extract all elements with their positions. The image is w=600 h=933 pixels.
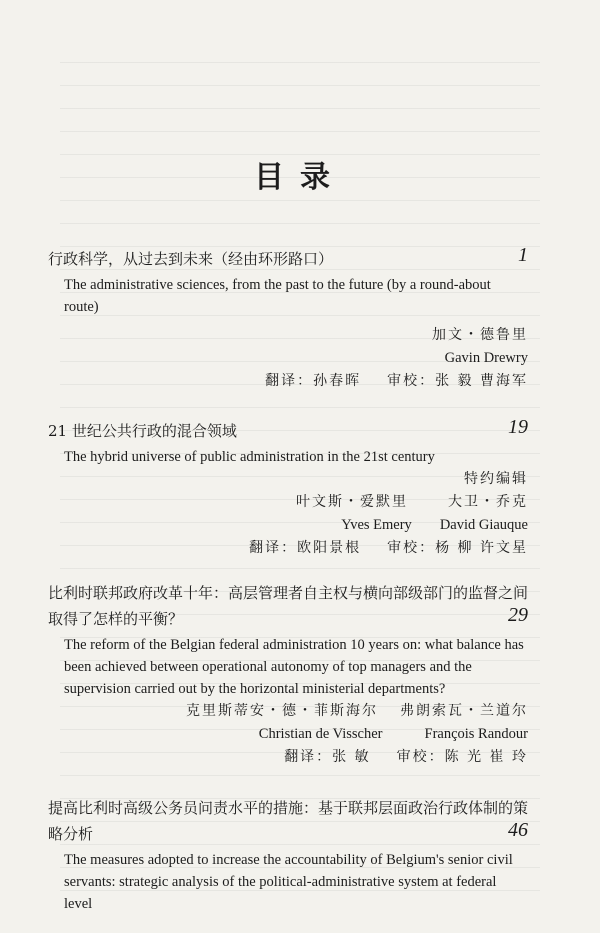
entry-1-reviewer: 审校：张 毅 曹海军	[387, 373, 528, 389]
entry-1-translator: 翻译：孙春晖	[265, 373, 362, 389]
entry-2-reviewer: 审校：杨 柳 许文星	[387, 540, 528, 556]
toc-entry-4[interactable]	[48, 795, 528, 915]
entry-3-translator: 翻译：张 敏	[284, 749, 371, 765]
entry-2-page-number: 19	[508, 416, 528, 438]
entry-4-page-number: 46	[508, 819, 528, 841]
toc-entry-1[interactable]	[48, 246, 528, 393]
entry-4-en-title: The measures adopted to increase the accountability of Belgium's senior civil servants: strategic analysis of the political-administrative system at federal level	[64, 852, 513, 912]
entry-1-author-en: Gavin Drewry	[444, 350, 528, 366]
entry-2-zh-title-text: 21 世纪公共行政的混合领域	[48, 422, 237, 440]
entry-3-author-en-2: François Randour	[424, 726, 528, 742]
entry-4-zh-title-line-1: 提高比利时高级公务员问责水平的措施：基于联邦层面政治行政体制的策	[48, 799, 529, 817]
entry-3-author-en-1: Christian de Visscher	[258, 726, 383, 742]
entry-2-translator-line	[48, 537, 528, 560]
entry-3-page-number: 29	[508, 604, 528, 626]
entry-2-author-zh-1: 叶文斯・爱默里	[296, 494, 408, 510]
entry-3-en-title: The reform of the Belgian federal administration 10 years on: what balance has been achieved between operational autonomy of top managers and the supervision carried out by the horizontal ministerial departments?	[64, 637, 524, 697]
entry-3-translator-line	[48, 746, 528, 769]
entry-1-author-zh: 加文・德鲁里	[432, 327, 528, 343]
entry-2-translator: 翻译：欧阳景根	[249, 540, 362, 556]
entry-2-author-en-1: Yves Emery	[341, 517, 412, 533]
entry-2-author-zh-2: 大卫・乔克	[448, 494, 528, 510]
entry-1-page-number: 1	[518, 244, 528, 266]
entry-2-zh-title	[48, 418, 528, 444]
entry-4-zh-title-line-2	[48, 821, 528, 847]
entry-3-zh-title-text: 取得了怎样的平衡？	[48, 610, 184, 628]
entry-3-author-zh-2: 弗朗索瓦・兰道尔	[400, 703, 528, 719]
entry-3-authors-en	[48, 723, 528, 746]
entry-3-reviewer: 审校：陈 光 崔 玲	[396, 749, 528, 765]
toc-entry-3[interactable]	[48, 580, 528, 769]
entry-3-zh-title-line-1: 比利时联邦政府改革十年：高层管理者自主权与横向部级部门的监督之间	[48, 584, 529, 602]
entry-3-zh-title-line-2	[48, 606, 528, 632]
entry-1-zh-title-text: 行政科学，从过去到未来（经由环形路口）	[48, 250, 334, 268]
entry-2-authors-zh	[48, 491, 528, 514]
entry-2-author-en-2: David Giauque	[439, 517, 528, 533]
entry-2-en-title: The hybrid universe of public administration in the 21st century	[64, 449, 435, 465]
entry-2-authors-en	[48, 514, 528, 537]
entry-4-zh-title-text: 略分析	[48, 825, 94, 843]
entry-1-zh-title	[48, 246, 528, 272]
page-title: 目录	[254, 160, 346, 195]
entry-1-translator-line	[48, 370, 528, 393]
entry-1-en-title: The administrative sciences, from the past to the future (by a round-about route)	[64, 277, 491, 315]
entry-2-special-editor: 特约编辑	[464, 471, 528, 487]
toc-entry-2[interactable]	[48, 418, 528, 560]
entry-3-authors-zh	[48, 700, 528, 723]
entry-3-author-zh-1: 克里斯蒂安・德・菲斯海尔	[186, 703, 378, 719]
